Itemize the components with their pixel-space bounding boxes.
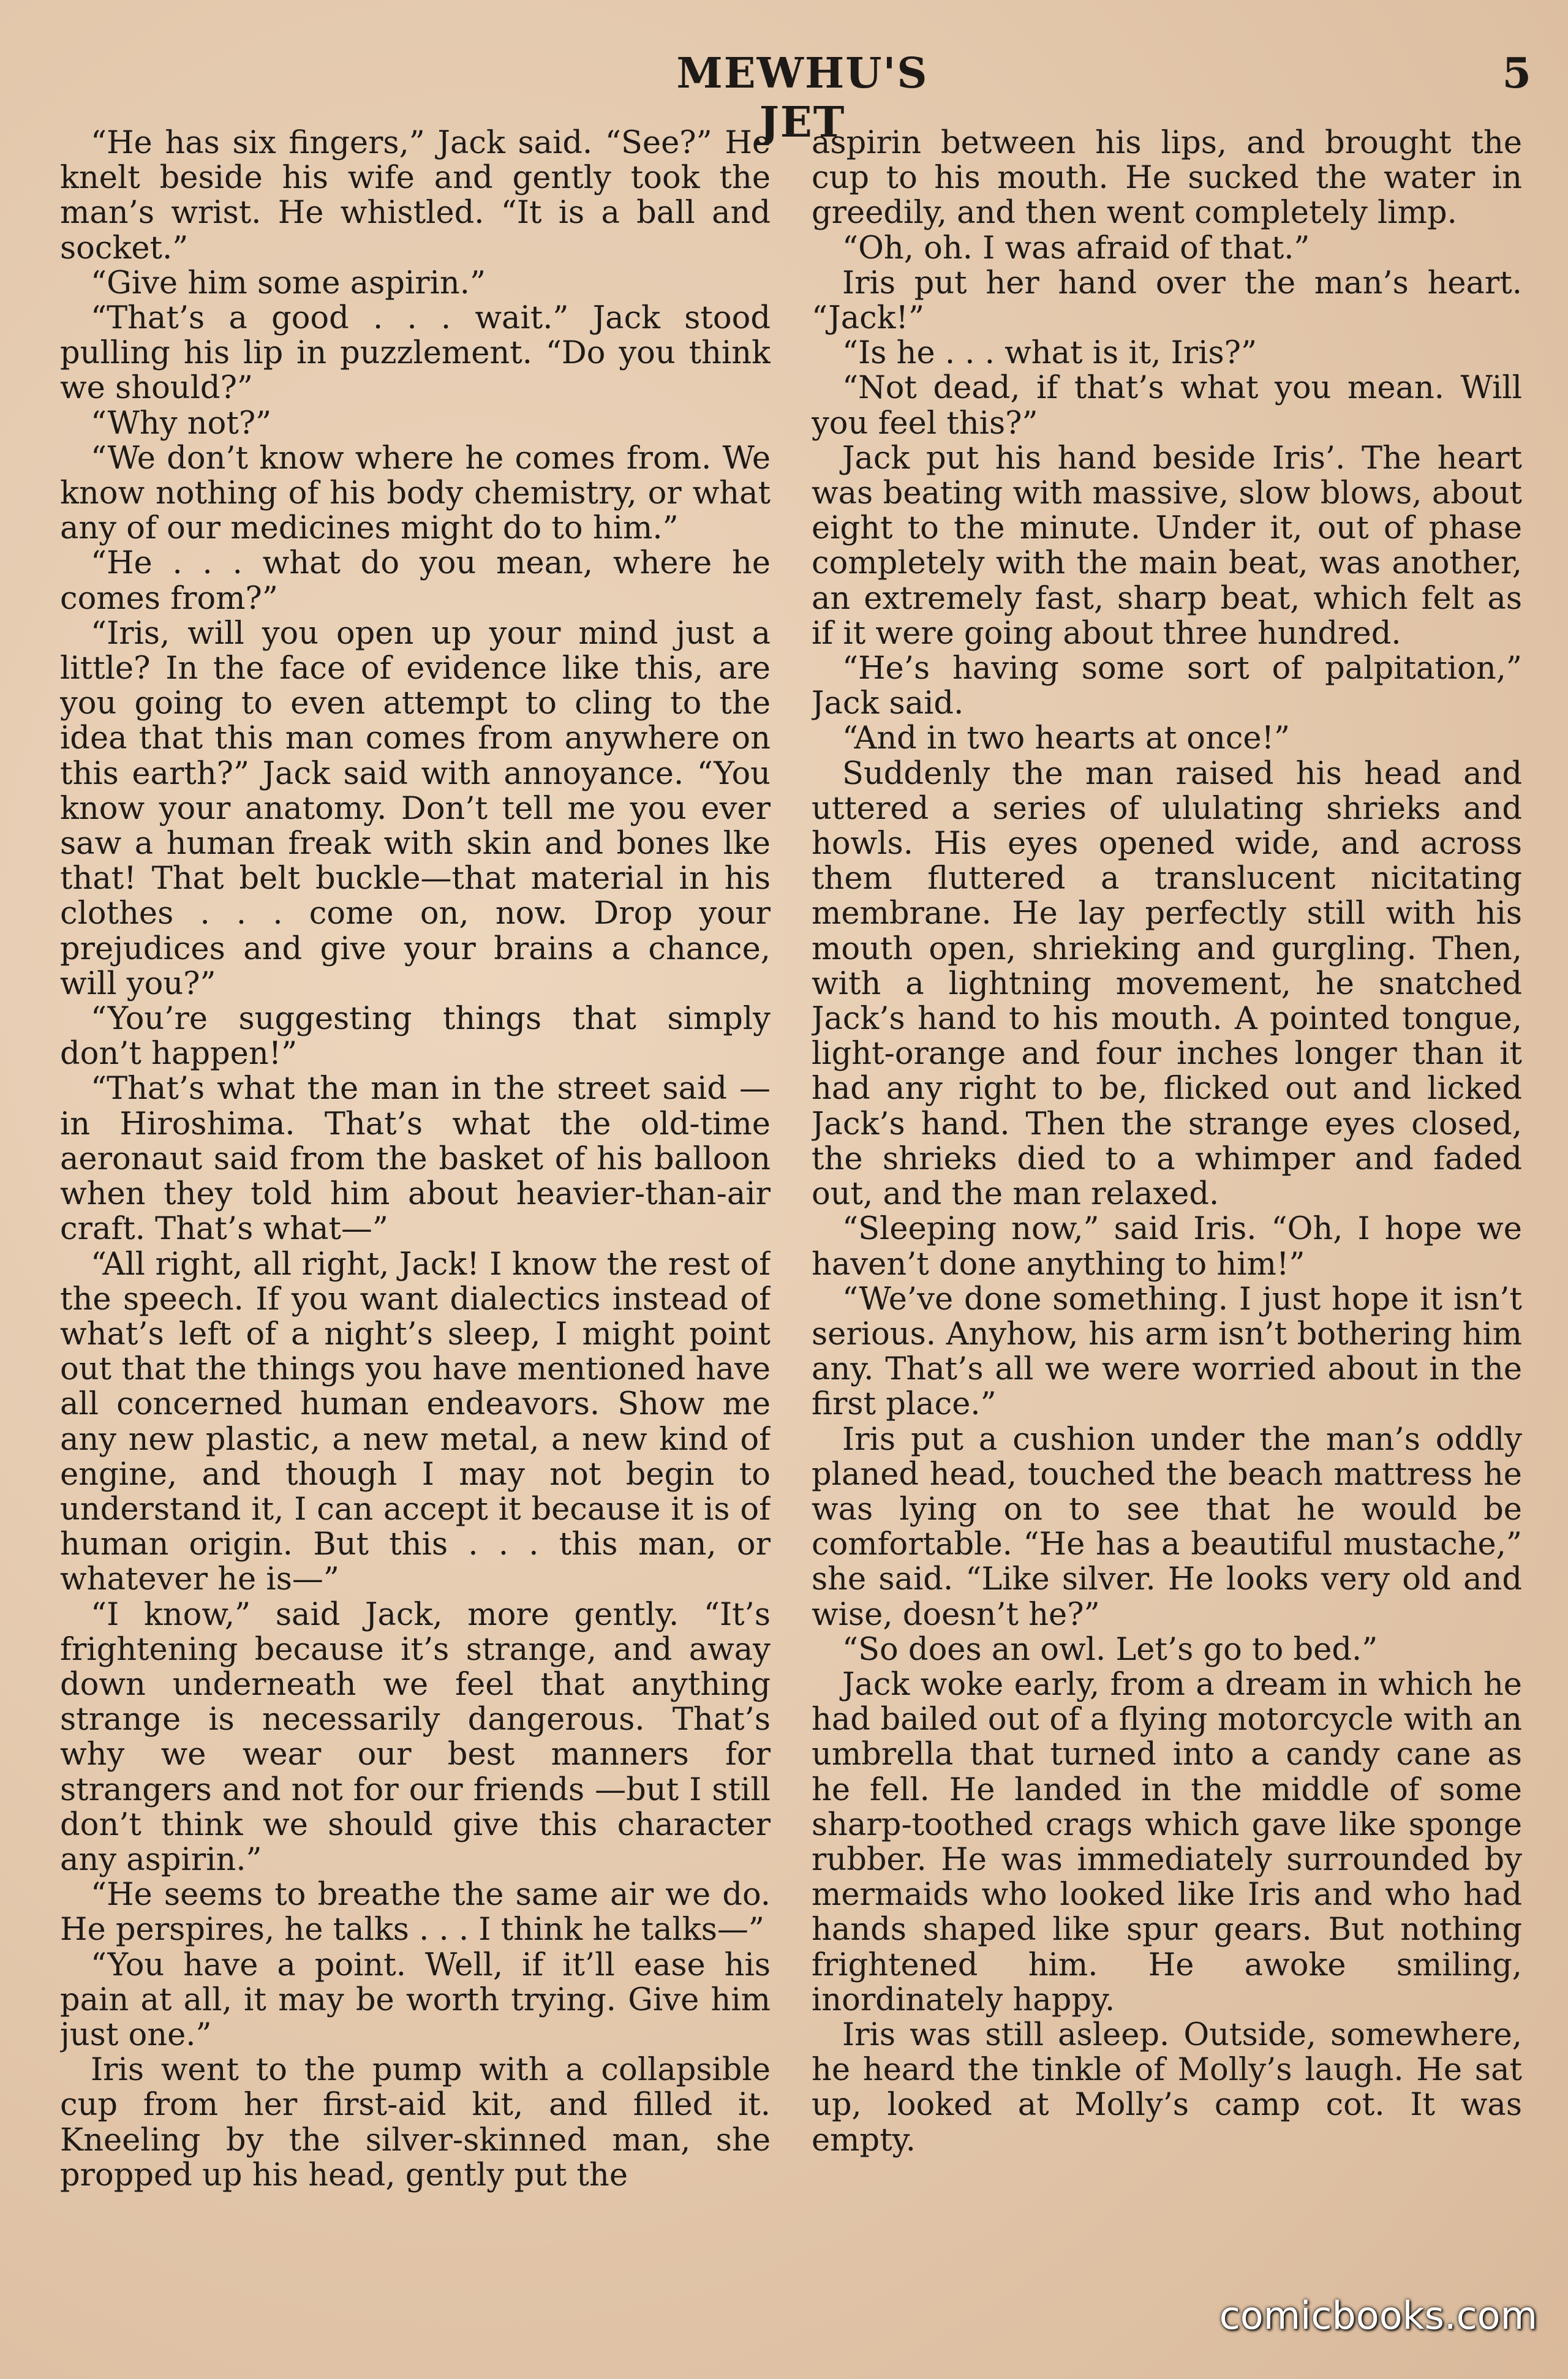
paragraph: “Oh, oh. I was afraid of that.” (842, 230, 1310, 266)
paragraph: “We’ve done something. I just hope it isn’t serious. Anyhow, his arm isn’t bothering him any. That’s all we were worried about in the first place.” (812, 1281, 1522, 1423)
paragraph: “Sleeping now,” said Iris. “Oh, I hope we haven’t done anything to him!” (812, 1211, 1522, 1283)
paragraph: Jack put his hand beside Iris’. The heart was beating with massive, slow blows, about eight to the minute. Under it, out of phase completely with the main beat, was another, an extremely fast, sharp beat, which felt as if it were going about three hundred. (812, 440, 1522, 652)
paragraph: Iris went to the pump with a collapsible cup from her first-aid kit, and filled it. Kneeling by the silver-skinned man, she propped up his head, gently put the (60, 2052, 771, 2193)
paragraph: “Not dead, if that’s what you mean. Will you feel this?” (812, 370, 1522, 442)
paragraph: “And in two hearts at once!” (842, 720, 1291, 757)
paragraph: Iris put a cushion under the man’s oddly planed head, touched the beach mattress he was lying on to see that he would be comfortable. “He has a beautiful mustache,” she said. “Like silver. He looks very old and wise, doesn’t he?” (812, 1421, 1522, 1633)
right-column (812, 126, 1522, 2331)
paragraph: “You have a point. Well, if it’ll ease his pain at all, it may be worth trying. Give him just one.” (60, 1947, 771, 2053)
paragraph: “He . . . what do you mean, where he comes from?” (60, 545, 771, 617)
paragraph: Jack woke early, from a dream in which he had bailed out of a flying motorcycle with an umbrella that turned into a candy cane as he fell. He landed in the middle of some sharp-toothed crags which gave like sponge rubber. He was immediately surrounded by mermaids who looked like Iris and who had hands shaped like spur gears. But nothing frightened him. He awoke smiling, inordinately happy. (812, 1666, 1522, 2018)
site-watermark: comicbooks.com (1219, 2293, 1537, 2338)
paragraph: Iris put her hand over the man’s heart. “Jack!” (812, 265, 1522, 337)
paragraph: Iris was still asleep. Outside, somewhere, he heard the tinkle of Molly’s laugh. He sat up, looked at Molly’s camp cot. It was empty. (812, 2016, 1522, 2158)
paragraph: “You’re suggesting things that simply don’t happen!” (60, 1001, 771, 1073)
running-header: MEWHU'S JET (676, 49, 929, 147)
paragraph: “He’s having some sort of palpitation,” Jack said. (812, 650, 1522, 722)
paragraph: “That’s what the man in the street said —in Hiroshima. That’s what the old-time aeronaut said from the basket of his balloon when they told him about heavier-than-air craft. That’s what—” (60, 1071, 771, 1248)
paragraph: “He has six fingers,” Jack said. “See?” He knelt beside his wife and gently took the man’s wrist. He whistled. “It is a ball and socket.” (60, 126, 771, 266)
paragraph: “Iris, will you open up your mind just a little? In the face of evidence like this, are you going to even attempt to cling to the idea that this man comes from anywhere on this earth?” Jack said with annoyance. “You know your anatomy. Don’t tell me you ever saw a human freak with skin and bones lke that! That belt buckle—that material in his clothes . . . come on, now. Drop your prejudices and give your brains a chance, will you?” (60, 615, 771, 1002)
paragraph: “We don’t know where he comes from. We know nothing of his body chemistry, or what any of our medicines might do to him.” (60, 440, 771, 547)
paragraph: “He seems to breathe the same air we do. He perspires, he talks . . . I think he talks—” (60, 1877, 771, 1948)
paragraph: “That’s a good . . . wait.” Jack stood pulling his lip in puzzlement. “Do you think we should?” (60, 300, 771, 407)
left-column (60, 126, 771, 2331)
paragraph: “Why not?” (91, 405, 272, 442)
paragraph: “I know,” said Jack, more gently. “It’s frightening because it’s strange, and away down underneath we feel that anything strange is necessarily dangerous. That’s why we wear our best manners for strangers and not for our friends —but I still don’t think we should give this character any aspirin.” (60, 1596, 771, 1878)
page-number: 5 (1502, 49, 1531, 98)
paragraph: “All right, all right, Jack! I know the rest of the speech. If you want dialectics instead of what’s left of a night’s sleep, I might point out that the things you have mentioned have all concerned human endeavors. Show me any new plastic, a new metal, a new kind of engine, and though I may not begin to understand it, I can accept it because it is of human origin. But this . . . this man, or whatever he is—” (60, 1246, 771, 1598)
paragraph-continued: aspirin between his lips, and brought the cup to his mouth. He sucked the water in greedily, and then went completely limp. (812, 126, 1522, 232)
paragraph: “So does an owl. Let’s go to bed.” (842, 1631, 1378, 1668)
paragraph: “Is he . . . what is it, Iris?” (842, 335, 1257, 372)
paragraph: Suddenly the man raised his head and uttered a series of ululating shrieks and howls. His eyes opened wide, and across them fluttered a translucent nicitating membrane. He lay perfectly still with his mouth open, shrieking and gurgling. Then, with a lightning movement, he snatched Jack’s hand to his mouth. A pointed tongue, light-orange and four inches longer than it had any right to be, flicked out and licked Jack’s hand. Then the strange eyes closed, the shrieks died to a whimper and faded out, and the man relaxed. (812, 755, 1522, 1213)
paragraph: “Give him some aspirin.” (91, 265, 486, 301)
